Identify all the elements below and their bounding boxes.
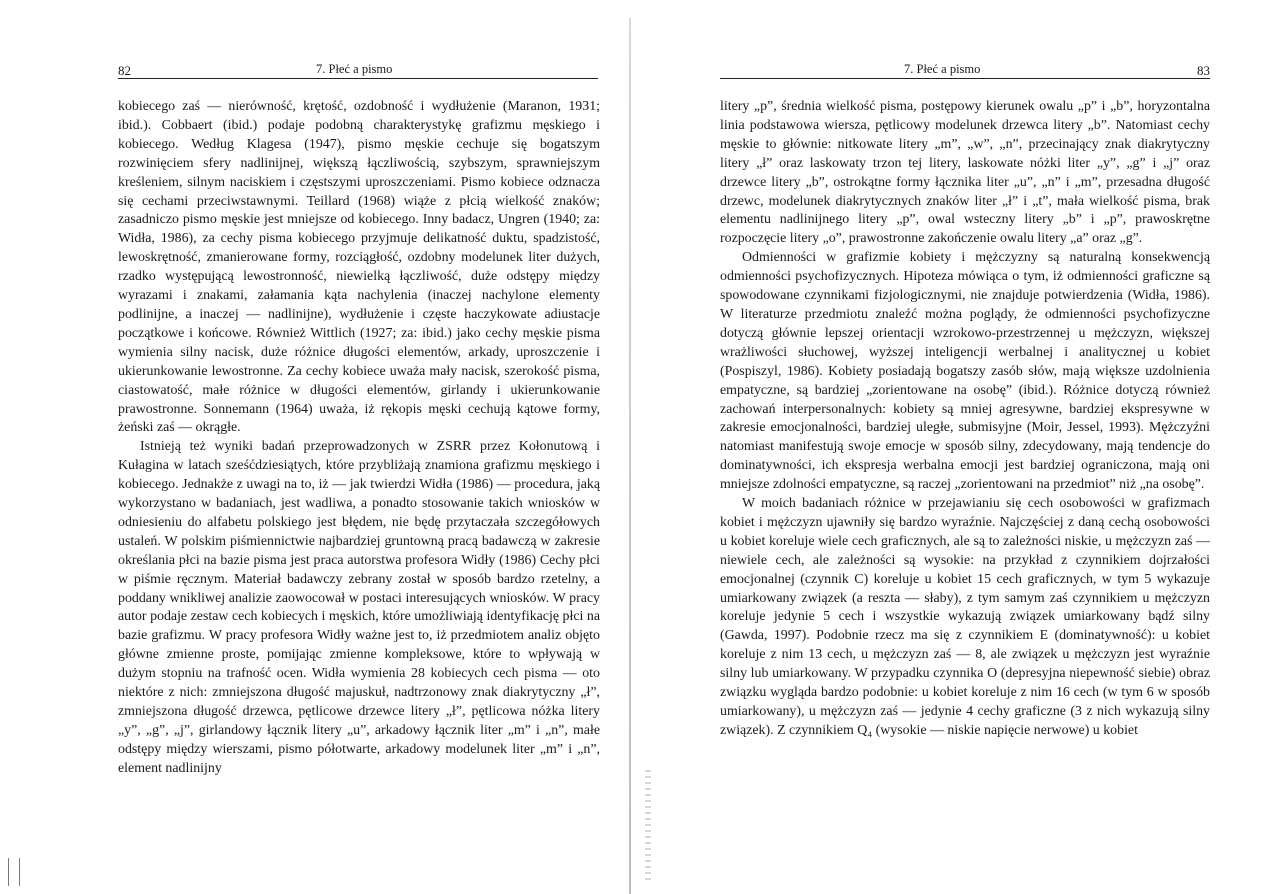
left-page-number: 82 [118,63,131,78]
book-gutter [629,18,631,894]
right-paragraph-2: Odmienności w grafizmie kobiety i mężczyzny są naturalną konsekwencją odmienności psychofizycznych. Hipoteza mówiąca o tym, iż odmienności graficzne są spowodowane czynnikami fizjologicznymi, nie znajduje potwierdzenia (Widła, 1986). W literaturze przedmiotu znaleźć można poglądy, że odmienności psychofizyczne dotyczą głównie lepszej orientacji wzrokowo-przestrzennej u mężczyzn, większej wrażliwości słuchowej, wyższej inteligencji werbalnej i analitycznej u kobiet (Pospiszyl, 1986). Kobiety posiadają bogatszy zasób słów, mają większe uzdolnienia empatyczne, są bardziej „zorientowane na osobę” (ibid.). Różnice dotyczą również zachowań interpersonalnych: kobiety są mniej agresywne, bardziej ekspresywne w zakresie emocjonalności, bardziej uległe, submisyjne (Moir, Jessel, 1993). Mężczyźni natomiast manifestują swoje emocje w sposób silny, zdecydowany, mają tendencje do dominatywności, ich ekspresja werbalna emocji jest bardziej ograniczona, mają oni mniejsze zdolności empatyczne, są raczej „zorientowani na przedmiot” niż „na osobę”. [720,250,1210,493]
right-page-text [720,98,1210,741]
left-edge-scan-mark [8,858,20,886]
left-page-text [118,98,600,779]
right-page-number: 83 [1197,63,1210,78]
left-running-title: 7. Płeć a pismo [316,62,393,76]
right-running-title: 7. Płeć a pismo [904,62,981,76]
right-paragraph-1: litery „p”, średnia wielkość pisma, postępowy kierunek owalu „p” i „b”, horyzontalna linia podstawowa wiersza, pętlicowy modelunek drzewca litery „b”. Natomiast cechy męskie to głównie: nitkowate litery „m”, „w”, „n”, przecinający znak diakrytyczny litery „ł” oraz laskowaty trzon tej litery, laskowate nóżki liter „y”, „g” i „j” oraz drzewce litery „b”, ostrokątne formy łącznika liter „u”, „n” i „m”, przesadna długość drzewc, modelunek diakrytycznych znaków liter „ł” i „t”, mała wielkość pisma, brak elementu nadlinijnego litery „p”, owal wsteczny litery „b” i „p”, prawoskrętne rozpoczęcie litery „o”, prawostronne zakończenie owalu litery „a” oraz „g”. [720,99,1210,247]
left-paragraph-2: Istnieją też wyniki badań przeprowadzonych w ZSRR przez Kołonutową i Kułagina w latach sześćdziesiątych, które przybliżają znamiona grafizmu męskiego i kobiecego. Jednakże z uwagi na to, iż — jak twierdzi Widła (1986) — procedura, jaką wykorzystano w badaniach, jest wadliwa, a ponadto stosowanie takich wniosków w odniesieniu do alfabetu polskiego jest błędem, nie będę przytaczała szczegółowych ustaleń. W polskim piśmiennictwie najbardziej gruntowną pracą badawczą w zakresie określania płci na bazie pisma jest praca autorstwa profesora Widły (1986) Cechy płci w piśmie ręcznym. Materiał badawczy zebrany został w sposób bardzo rzetelny, a poddany wnikliwej analizie zaowocował w postaci interesujących wniosków. W pracy autor podaje zestaw cech kobiecych i męskich, które umożliwiają identyfikację płci na bazie grafizmu. W pracy profesora Widły ważne jest to, iż przedmiotem analiz objęto główne zmienne proste, pomijając zmienne kompleksowe, które to wpływają w dużym stopniu na trafność ocen. Widła wymienia 28 kobiecych cech pisma — oto niektóre z nich: zmniejszona długość majuskuł, nadtrzonowy znak diakrytyczny „ł”, zmniejszona długość drzewca, pętlicowe drzewce litery „ł”, pętlicowa nóżka litery „y”, „g”, „j”, girlandowy łącznik litery „u”, arkadowy łącznik liter „m” i „n”, małe odstępy między wierszami, pismo półotwarte, arkadowy modelunek liter „m” i „n”, element nadlinijny [118,439,600,776]
left-running-header [118,58,598,79]
left-page [0,0,630,894]
right-page [632,0,1262,894]
right-paragraph-3: W moich badaniach różnice w przejawianiu się cech osobowości w grafizmach kobiet i mężczyzn ujawniły się bardzo wyraźnie. Najczęściej z daną cechą osobowości u kobiet koreluje wiele cech graficznych, ale są to zależności niskie, u mężczyzn zaś — niewiele cech, ale zależności są wysokie: na przykład z czynnikiem dojrzałości emocjonalnej (czynnik C) koreluje u kobiet 15 cech graficznych, w tym 5 wykazuje umiarkowany związek (a reszta — słaby), z tym samym zaś czynnikiem u mężczyzn koreluje jedynie 5 cech i wszystkie wykazują związek umiarkowany bądź silny (Gawda, 1997). Podobnie rzecz ma się z czynnikiem E (dominatywność): u kobiet koreluje z nim 13 cech, u mężczyzn zaś — 8, ale związek u mężczyzn jest wyraźnie silny lub umiarkowany. W przypadku czynnika O (depresyjna niepewność siebie) obraz związku wygląda bardzo podobnie: u kobiet koreluje z nim 16 cech (w tym 6 w sposób umiarkowany), u mężczyzn zaś — jedynie 4 cechy graficzne (3 z nich wykazują silny związek). Z czynnikiem Q₄ (wysokie — niskie napięcie nerwowe) u kobiet [720,496,1210,738]
right-running-header [720,58,1210,79]
left-paragraph-1: kobiecego zaś — nierówność, krętość, ozdobność i wydłużenie (Maranon, 1931; ibid.). Cobbaert (ibid.) podaje podobną charakterystykę grafizmu męskiego i kobiecego. Według Klagesa (1947), pismo męskie cechuje się bogatszym rozwinięciem sfery nadlinijnej, większą łączliwością, szybszym, sprawniejszym kreśleniem, silnym naciskiem i częstszymi uproszczeniami. Pismo kobiece odznacza się cechami przeciwstawnymi. Teillard (1968) wiąże z płcią wielkość znaków; zasadniczo pismo męskie jest mniejsze od kobiecego. Inny badacz, Ungren (1940; za: Widła, 1986), za cechy pisma kobiecego przyjmuje delikatność duktu, spadzistość, lewoskrętność, zmanierowane formy, rozciągłość, ozdobny modelunek liter dużych, rzadko występującą lewostronność, niewielką łączliwość, duże odstępy między wyrazami i znakami, załamania kąta nachylenia (inaczej nachylone elementy podlinijne, a inaczej — nadlinijne), wydłużenie i częste haczykowate adiustacje początkowe i końcowe. Również Wittlich (1927; za: ibid.) jako cechy męskie pisma wymienia silny nacisk, duże różnice długości elementów, arkady, uproszczenie i ukierunkowanie lewostronne. Za cechy kobiece uważa mały nacisk, szerokość pisma, ciastowatość, małe różnice w długości elementów, girlandy i ukierunkowanie prawostronne. Sonnemann (1964) uważa, iż rękopis męski cechują kątowe formy, żeński zaś — okrągłe. [118,99,600,436]
